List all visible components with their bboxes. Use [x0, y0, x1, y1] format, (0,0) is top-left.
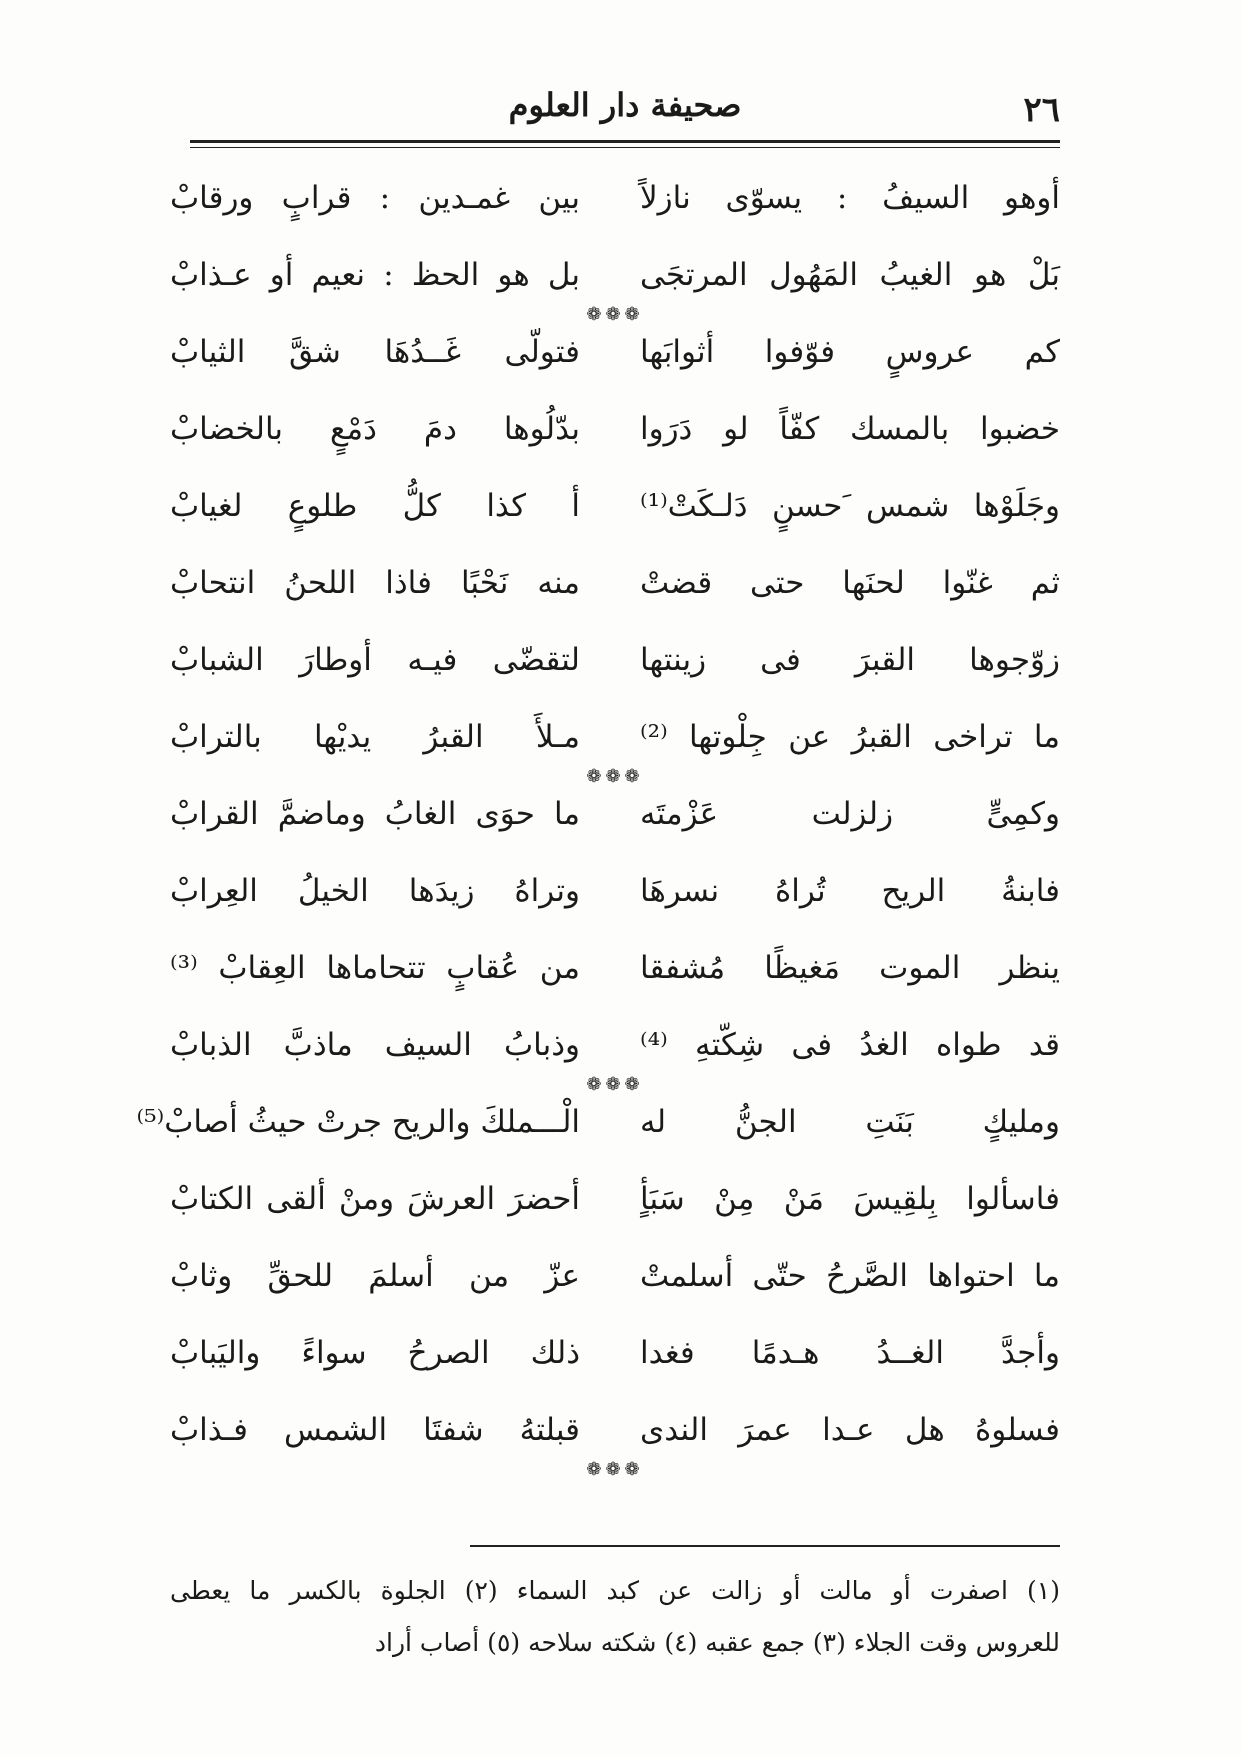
verse-first-hemistich: ثم غنّوا لحنَها حتى قضتْ — [640, 565, 1060, 601]
journal-title: صحيفة دار العلوم — [508, 86, 742, 124]
verse — [170, 1392, 1060, 1469]
verse — [170, 314, 1060, 391]
verse — [170, 1238, 1060, 1315]
verse-second-hemistich: لتقضّى فيـه أوطارَ الشبابْ — [170, 642, 580, 678]
verse-first-hemistich: فابنةُ الريح تُراهُ نسرهَا — [640, 873, 1060, 909]
verse-second-hemistich: أحضرَ العرشَ ومنْ ألقى الكتابْ — [170, 1181, 580, 1217]
verse-first-hemistich: قد طواه الغدُ فى شِكّتهِ ⁽⁴⁾ — [640, 1027, 1060, 1063]
verse-first-hemistich: ما احتواها الصَّرحُ حتّى أسلمتْ — [640, 1258, 1060, 1294]
footnote-line: (١) اصفرت أو مالت أو زالت عن كبد السماء (٢) الجلوة بالكسر ما يعطى — [170, 1576, 1060, 1605]
stanza-separator: ❁❁❁ — [586, 1074, 644, 1095]
verse-first-hemistich: زوّجوها القبرَ فى زينتها — [640, 642, 1060, 678]
verse — [170, 853, 1060, 930]
verse-second-hemistich: قبلتهُ شفتَا الشمس فـذابْ — [170, 1412, 580, 1448]
footnote-line: للعروس وقت الجلاء (٣) جمع عقبه (٤) شكته سلاحه (٥) أصاب أراد — [374, 1628, 1060, 1657]
header-rule — [190, 140, 1060, 143]
verse-second-hemistich: من عُقابٍ تتحاماها العِقابْ ⁽³⁾ — [170, 950, 580, 986]
verse — [170, 160, 1060, 237]
verse-first-hemistich: وكمِىٍّ زلزلت عَزْمتَه — [640, 796, 1060, 832]
verse-second-hemistich: عزّ من أسلمَ للحقِّ وثابْ — [170, 1258, 580, 1294]
verse-second-hemistich: منه نَحْبًا فاذا اللحنُ انتحابْ — [170, 565, 580, 601]
verse-second-hemistich: ما حوَى الغابُ وماضمَّ القرابْ — [170, 796, 580, 832]
footnotes — [170, 1565, 1060, 1669]
verse — [170, 776, 1060, 853]
stanza-separator: ❁❁❁ — [586, 1459, 644, 1480]
verse — [170, 391, 1060, 468]
verse-first-hemistich: وجَلَوْها شمس َحسنٍ دَلـكَتْ⁽¹⁾ — [640, 488, 1060, 524]
verse — [170, 1007, 1060, 1084]
stanza-separator: ❁❁❁ — [586, 304, 644, 325]
verse-second-hemistich: الْـــملكَ والريح جرتْ حيثُ أصابْ⁽⁵⁾ — [136, 1104, 580, 1140]
verse-second-hemistich: بين غمـدين : قرابٍ ورقابْ — [170, 180, 580, 216]
verse — [136, 1084, 1060, 1161]
verse — [170, 1161, 1060, 1238]
verse-second-hemistich: وتراهُ زيدَها الخيلُ العِرابْ — [170, 873, 580, 909]
verse-first-hemistich: ما تراخى القبرُ عن جِلْوتها ⁽²⁾ — [640, 719, 1060, 755]
verse-first-hemistich: كم عروسٍ فوّفوا أثوابَها — [640, 334, 1060, 370]
poem — [136, 160, 1060, 1480]
verse-second-hemistich: أ كذا كلُّ طلوعٍ لغيابْ — [170, 488, 580, 524]
verse-second-hemistich: وذبابُ السيف ماذبَّ الذبابْ — [170, 1027, 580, 1063]
verse-first-hemistich: أوهو السيفُ : يسوّى نازلاً — [640, 180, 1060, 216]
verse-second-hemistich: بل هو الحظ : نعيم أو عـذابْ — [170, 257, 580, 293]
footnote-rule — [470, 1545, 1060, 1547]
verse — [170, 237, 1060, 314]
verse — [170, 545, 1060, 622]
verse-first-hemistich: وأجدَّ الغــدُ هـدمًا فغدا — [640, 1335, 1060, 1371]
verse-second-hemistich: بدّلُوها دمَ دَمْعٍ بالخضابْ — [170, 411, 580, 447]
verse — [170, 468, 1060, 545]
verse-first-hemistich: فاسألوا بِلقِيسَ مَنْ مِنْ سَبَأٍ — [640, 1181, 1060, 1217]
verse-second-hemistich: فتولّى غَــدُهَا شقَّ الثيابْ — [170, 334, 580, 370]
stanza-separator: ❁❁❁ — [586, 766, 644, 787]
verse-second-hemistich: مـلأَ القبرُ يديْها بالترابْ — [170, 719, 580, 755]
page-header — [190, 80, 1060, 140]
verse-first-hemistich: فسلوهُ هل عـدا عمرَ الندى — [640, 1412, 1060, 1448]
verse-first-hemistich: ينظر الموت مَغيظًا مُشفقا — [640, 950, 1060, 986]
verse-first-hemistich: بَلْ هو الغيبُ المَهُول المرتجَى — [640, 257, 1060, 293]
verse-first-hemistich: ومليكٍ بَنَتِ الجنُّ له — [640, 1104, 1060, 1140]
page-number: ٢٦ — [1023, 90, 1060, 130]
verse-second-hemistich: ذلك الصرحُ سواءً واليَبابْ — [170, 1335, 580, 1371]
header-rule-thin — [190, 147, 1060, 148]
verse — [170, 622, 1060, 699]
verse-first-hemistich: خضبوا بالمسك كفّاً لو دَرَوا — [640, 411, 1060, 447]
verse — [170, 1315, 1060, 1392]
verse — [170, 930, 1060, 1007]
verse — [170, 699, 1060, 776]
